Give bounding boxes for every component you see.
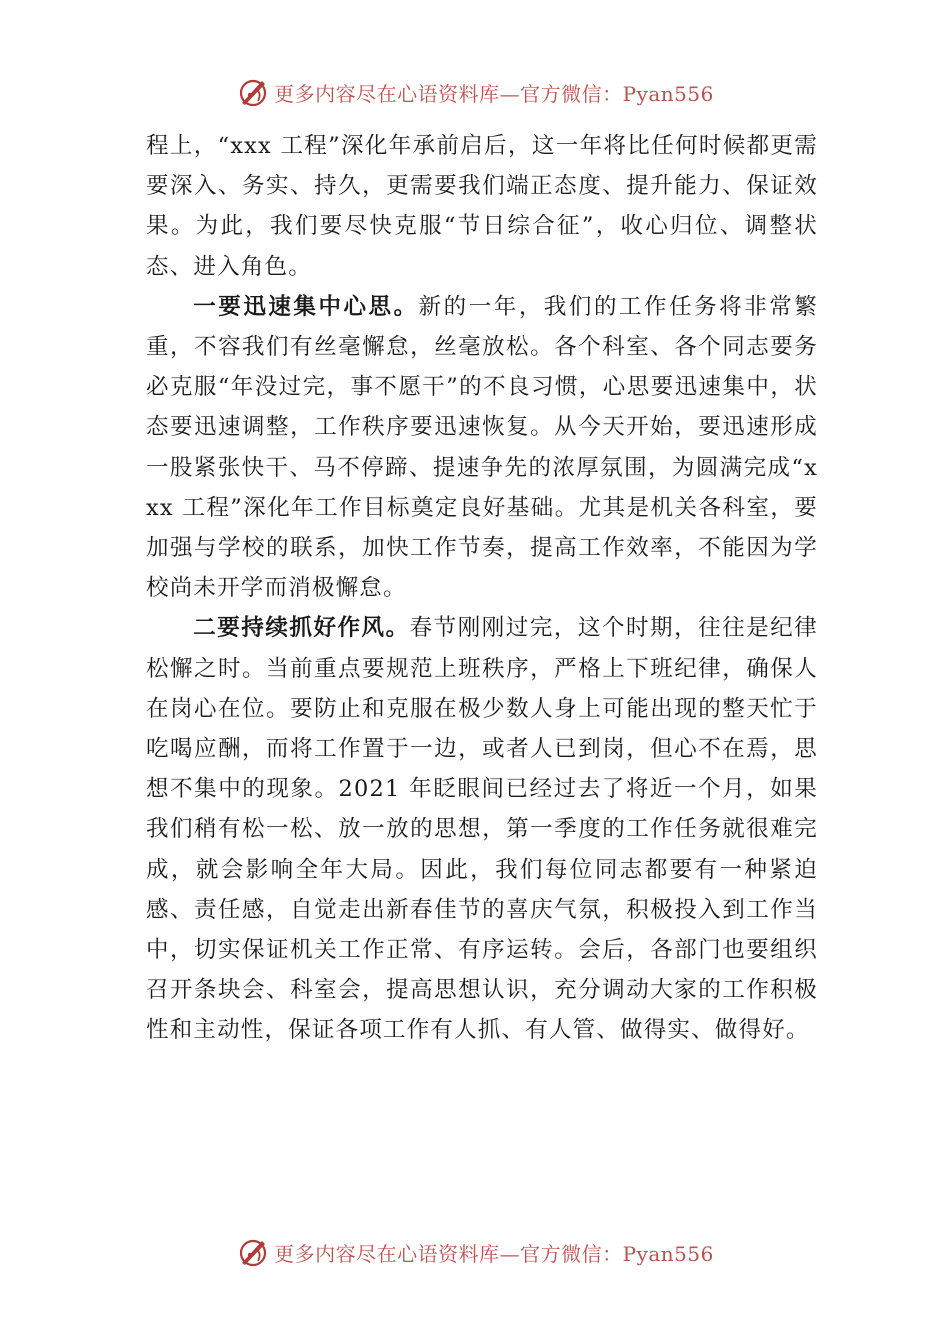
paragraph-3: [146, 608, 818, 1050]
header-banner-text: 更多内容尽在心语资料库—官方微信：Pyan556: [274, 81, 714, 106]
footer-banner: [0, 1232, 950, 1272]
footer-banner-inner: [236, 1235, 714, 1269]
footer-banner-text: 更多内容尽在心语资料库—官方微信：Pyan556: [274, 1241, 714, 1266]
paragraph-2-text: 新的一年，我们的工作任务将非常繁重，不容我们有丝毫懈怠，丝毫放松。各个科室、各个同志要务必克服“年没过完，事不愿干”的不良习惯，心思要迅速集中，状态要迅速调整，工作秩序要迅速恢复。从今天开始，要迅速形成一股紧张快干、马不停蹄、提速争先的浓厚氛围，为圆满完成“xxx 工程”深化年工作目标奠定良好基础。尤其是机关各科室，要加强与学校的联系，加快工作节奏，提高工作效率，不能因为学校尚未开学而消极懈怠。: [146, 293, 818, 602]
paragraph-3-heading: 二要持续抓好作风。: [193, 615, 410, 642]
paragraph-2-heading: 一要迅速集中心思。: [193, 293, 419, 320]
paragraph-3-text: 春节刚刚过完，这个时期，往往是纪律松懈之时。当前重点要规范上班秩序，严格上下班纪律，确保人在岗心在位。要防止和克服在极少数人身上可能出现的整天忙于吃喝应酬，而将工作置于一边，或者人已到岗，但心不在焉，思想不集中的现象。2021 年眨眼间已经过去了将近一个月，如果我们稍有松一松、放一放的思想，第一季度的工作任务就很难完成，就会影响全年大局。因此，我们每位同志都要有一种紧迫感、责任感，自觉走出新春佳节的喜庆气氛，积极投入到工作当中，切实保证机关工作正常、有序运转。会后，各部门也要组织召开条块会、科室会，提高思想认识，充分调动大家的工作积极性和主动性，保证各项工作有人抓、有人管、做得实、做得好。: [146, 615, 818, 1044]
document-body: [146, 126, 818, 1051]
paragraph-1: 程上，“xxx 工程”深化年承前启后，这一年将比任何时候都更需要深入、务实、持久，更需要我们端正态度、提升能力、保证效果。为此，我们要尽快克服“节日综合征”，收心归位、调整状态、进入角色。: [146, 133, 818, 280]
pen-circle-logo-icon: [236, 75, 270, 109]
header-banner-inner: [236, 75, 714, 109]
pen-circle-logo-icon: [236, 1235, 270, 1269]
paragraph-2: [146, 287, 818, 609]
header-banner: [0, 72, 950, 112]
